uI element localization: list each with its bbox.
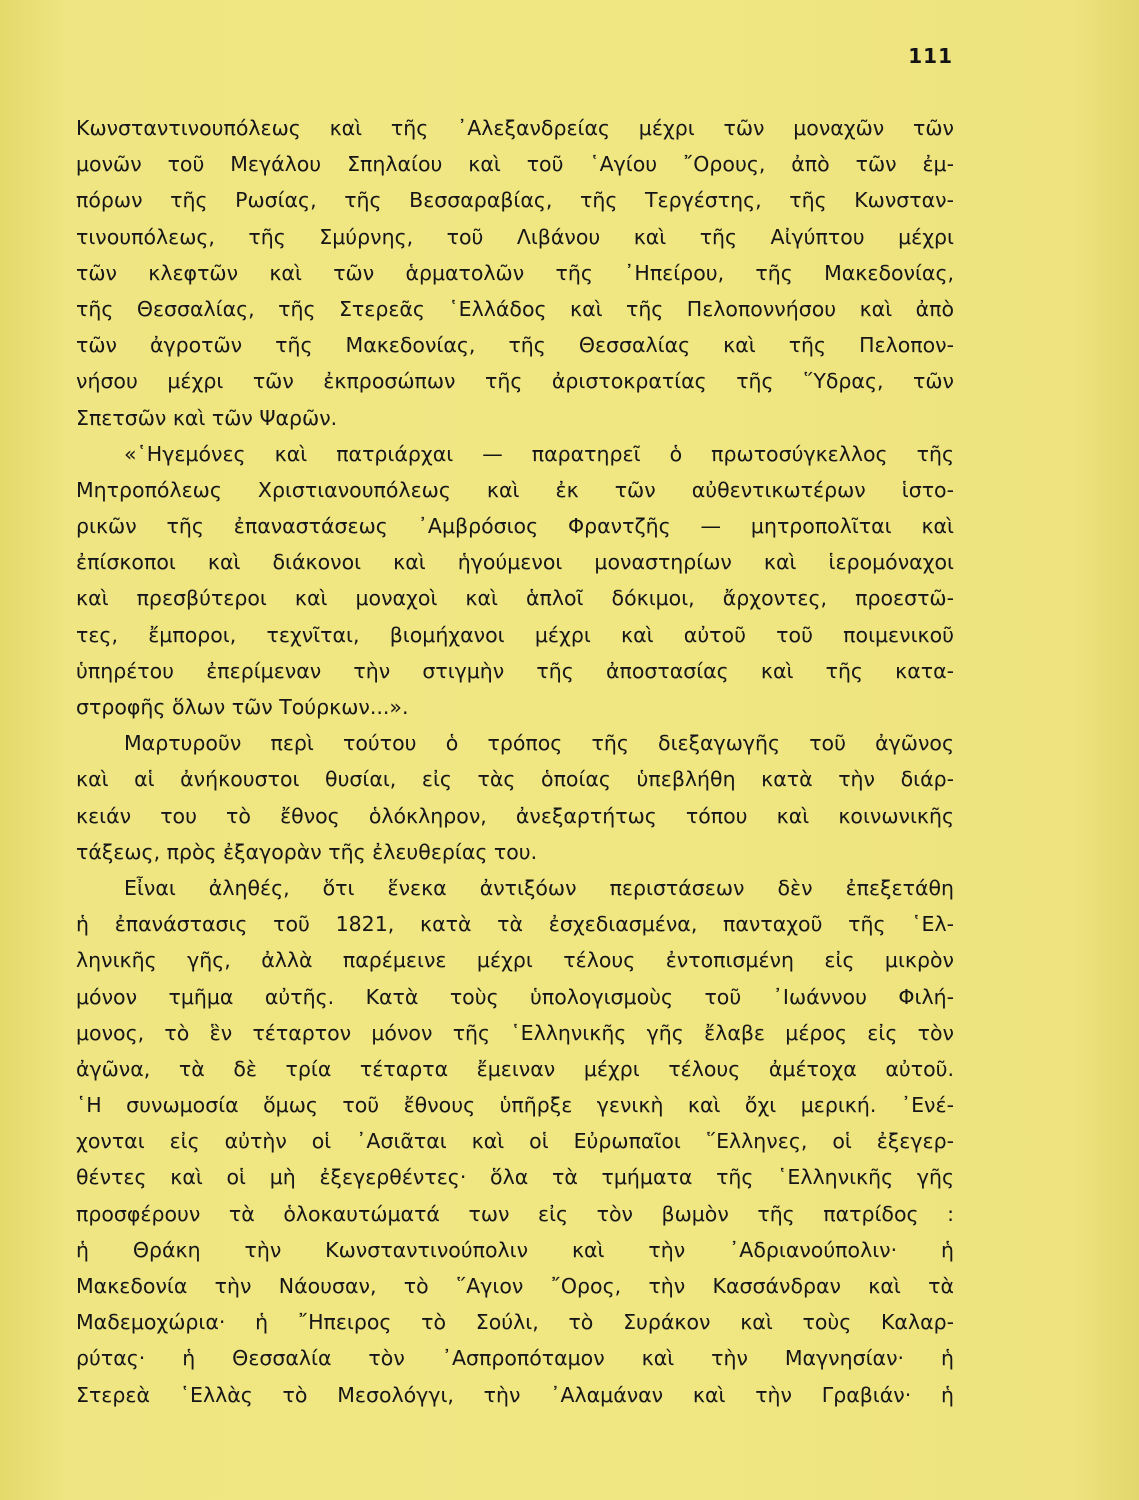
text-line: ἐπίσκοποι καὶ διάκονοι καὶ ἡγούμενοι μοναστηρίων καὶ ἱερομόναχοι: [76, 550, 954, 575]
paragraph: [76, 725, 954, 870]
text-line: Μαδεμοχώρια· ἡ ῎Ηπειρος τὸ Σούλι, τὸ Συράκον καὶ τοὺς Καλαρ-: [76, 1310, 954, 1335]
text-line: καὶ αἱ ἀνήκουστοι θυσίαι, εἰς τὰς ὁποίας ὑπεβλήθη κατὰ τὴν διάρ-: [76, 767, 954, 792]
text-line: ἡ Θράκη τὴν Κωνσταντινούπολιν καὶ τὴν ᾿Αδριανούπολιν· ἡ: [76, 1237, 954, 1262]
text-line: τινουπόλεως, τῆς Σμύρνης, τοῦ Λιβάνου καὶ τῆς Αἰγύπτου μέχρι: [76, 224, 954, 249]
text-line: Μητροπόλεως Χριστιανουπόλεως καὶ ἐκ τῶν αὐθεντικωτέρων ἱστο-: [76, 477, 954, 502]
paragraph: [76, 110, 954, 436]
text-line: μονῶν τοῦ Μεγάλου Σπηλαίου καὶ τοῦ ῾Αγίου ῎Ορους, ἀπὸ τῶν ἐμ-: [76, 152, 954, 177]
paragraph: [76, 870, 954, 1413]
text-line: τῆς Θεσσαλίας, τῆς Στερεᾶς ῾Ελλάδος καὶ τῆς Πελοποννήσου καὶ ἀπὸ: [76, 296, 954, 321]
text-line: τῶν κλεφτῶν καὶ τῶν ἁρματολῶν τῆς ᾿Ηπείρου, τῆς Μακεδονίας,: [76, 260, 954, 285]
text-line: ἀγῶνα, τὰ δὲ τρία τέταρτα ἔμειναν μέχρι τέλους ἀμέτοχα αὐτοῦ.: [76, 1056, 954, 1081]
body-text: [76, 110, 954, 1413]
text-line: τάξεως, πρὸς ἐξαγορὰν τῆς ἐλευθερίας του.: [76, 839, 538, 864]
text-line: μονος, τὸ ἓν τέταρτον μόνον τῆς ῾Ελληνικῆς γῆς ἔλαβε μέρος εἰς τὸν: [76, 1020, 954, 1045]
paragraph: [76, 436, 954, 726]
text-line: «῾Ηγεμόνες καὶ πατριάρχαι — παρατηρεῖ ὁ πρωτοσύγκελλος τῆς: [124, 441, 954, 466]
text-line: Μαρτυροῦν περὶ τούτου ὁ τρόπος τῆς διεξαγωγῆς τοῦ ἀγῶνος: [124, 731, 954, 756]
text-line: ὑπηρέτου ἐπερίμεναν τὴν στιγμὴν τῆς ἀποστασίας καὶ τῆς κατα-: [76, 658, 954, 683]
text-line: Σπετσῶν καὶ τῶν Ψαρῶν.: [76, 405, 338, 430]
text-line: προσφέρουν τὰ ὁλοκαυτώματά των εἰς τὸν βωμὸν τῆς πατρίδος :: [76, 1201, 954, 1226]
text-line: καὶ πρεσβύτεροι καὶ μοναχοὶ καὶ ἁπλοῖ δόκιμοι, ἄρχοντες, προεστῶ-: [76, 586, 954, 611]
text-line: ληνικῆς γῆς, ἀλλὰ παρέμεινε μέχρι τέλους ἐντοπισμένη εἰς μικρὸν: [76, 948, 954, 973]
text-line: Στερεὰ ῾Ελλὰς τὸ Μεσολόγγι, τὴν ᾿Αλαμάναν καὶ τὴν Γραβιάν· ἡ: [76, 1382, 954, 1407]
text-line: τες, ἔμποροι, τεχνῖται, βιομήχανοι μέχρι καὶ αὐτοῦ τοῦ ποιμενικοῦ: [76, 622, 954, 647]
text-line: Κωνσταντινουπόλεως καὶ τῆς ᾿Αλεξανδρείας μέχρι τῶν μοναχῶν τῶν: [76, 116, 954, 140]
text-line: μόνον τμῆμα αὐτῆς. Κατὰ τοὺς ὑπολογισμοὺς τοῦ ᾿Ιωάννου Φιλή-: [76, 984, 954, 1009]
text-line: κειάν του τὸ ἔθνος ὁλόκληρον, ἀνεξαρτήτως τόπου καὶ κοινωνικῆς: [76, 803, 954, 828]
text-line: ρύτας· ἡ Θεσσαλία τὸν ᾿Ασπροπόταμον καὶ τὴν Μαγνησίαν· ἡ: [76, 1346, 954, 1371]
text-line: νήσου μέχρι τῶν ἐκπροσώπων τῆς ἀριστοκρατίας τῆς ῞Υδρας, τῶν: [76, 369, 954, 394]
text-line: ῾Η συνωμοσία ὅμως τοῦ ἔθνους ὑπῆρξε γενικὴ καὶ ὄχι μερική. ᾿Ενέ-: [76, 1093, 954, 1118]
page-number: 111: [908, 44, 953, 68]
text-line: θέντες καὶ οἱ μὴ ἐξεγερθέντες· ὅλα τὰ τμήματα τῆς ῾Ελληνικῆς γῆς: [76, 1165, 954, 1190]
text-line: στροφῆς ὅλων τῶν Τούρκων...».: [76, 695, 409, 719]
text-line: Εἶναι ἀληθές, ὅτι ἕνεκα ἀντιξόων περιστάσεων δὲν ἐπεξετάθη: [124, 875, 954, 900]
text-line: πόρων τῆς Ρωσίας, τῆς Βεσσαραβίας, τῆς Τεργέστης, τῆς Κωνσταν-: [76, 188, 954, 213]
text-line: ρικῶν τῆς ἐπαναστάσεως ᾿Αμβρόσιος Φραντζῆς — μητροπολῖται καὶ: [76, 514, 954, 539]
text-line: Μακεδονία τὴν Νάουσαν, τὸ ῞Αγιον ῎Ορος, τὴν Κασσάνδραν καὶ τὰ: [76, 1274, 954, 1298]
text-line: χονται εἰς αὐτὴν οἱ ᾿Ασιᾶται καὶ οἱ Εὐρωπαῖοι ῞Ελληνες, οἱ ἐξεγερ-: [76, 1129, 954, 1154]
text-line: ἡ ἐπανάστασις τοῦ 1821, κατὰ τὰ ἐσχεδιασμένα, πανταχοῦ τῆς ῾Ελ-: [76, 912, 954, 937]
text-line: τῶν ἀγροτῶν τῆς Μακεδονίας, τῆς Θεσσαλίας καὶ τῆς Πελοπον-: [76, 333, 954, 358]
